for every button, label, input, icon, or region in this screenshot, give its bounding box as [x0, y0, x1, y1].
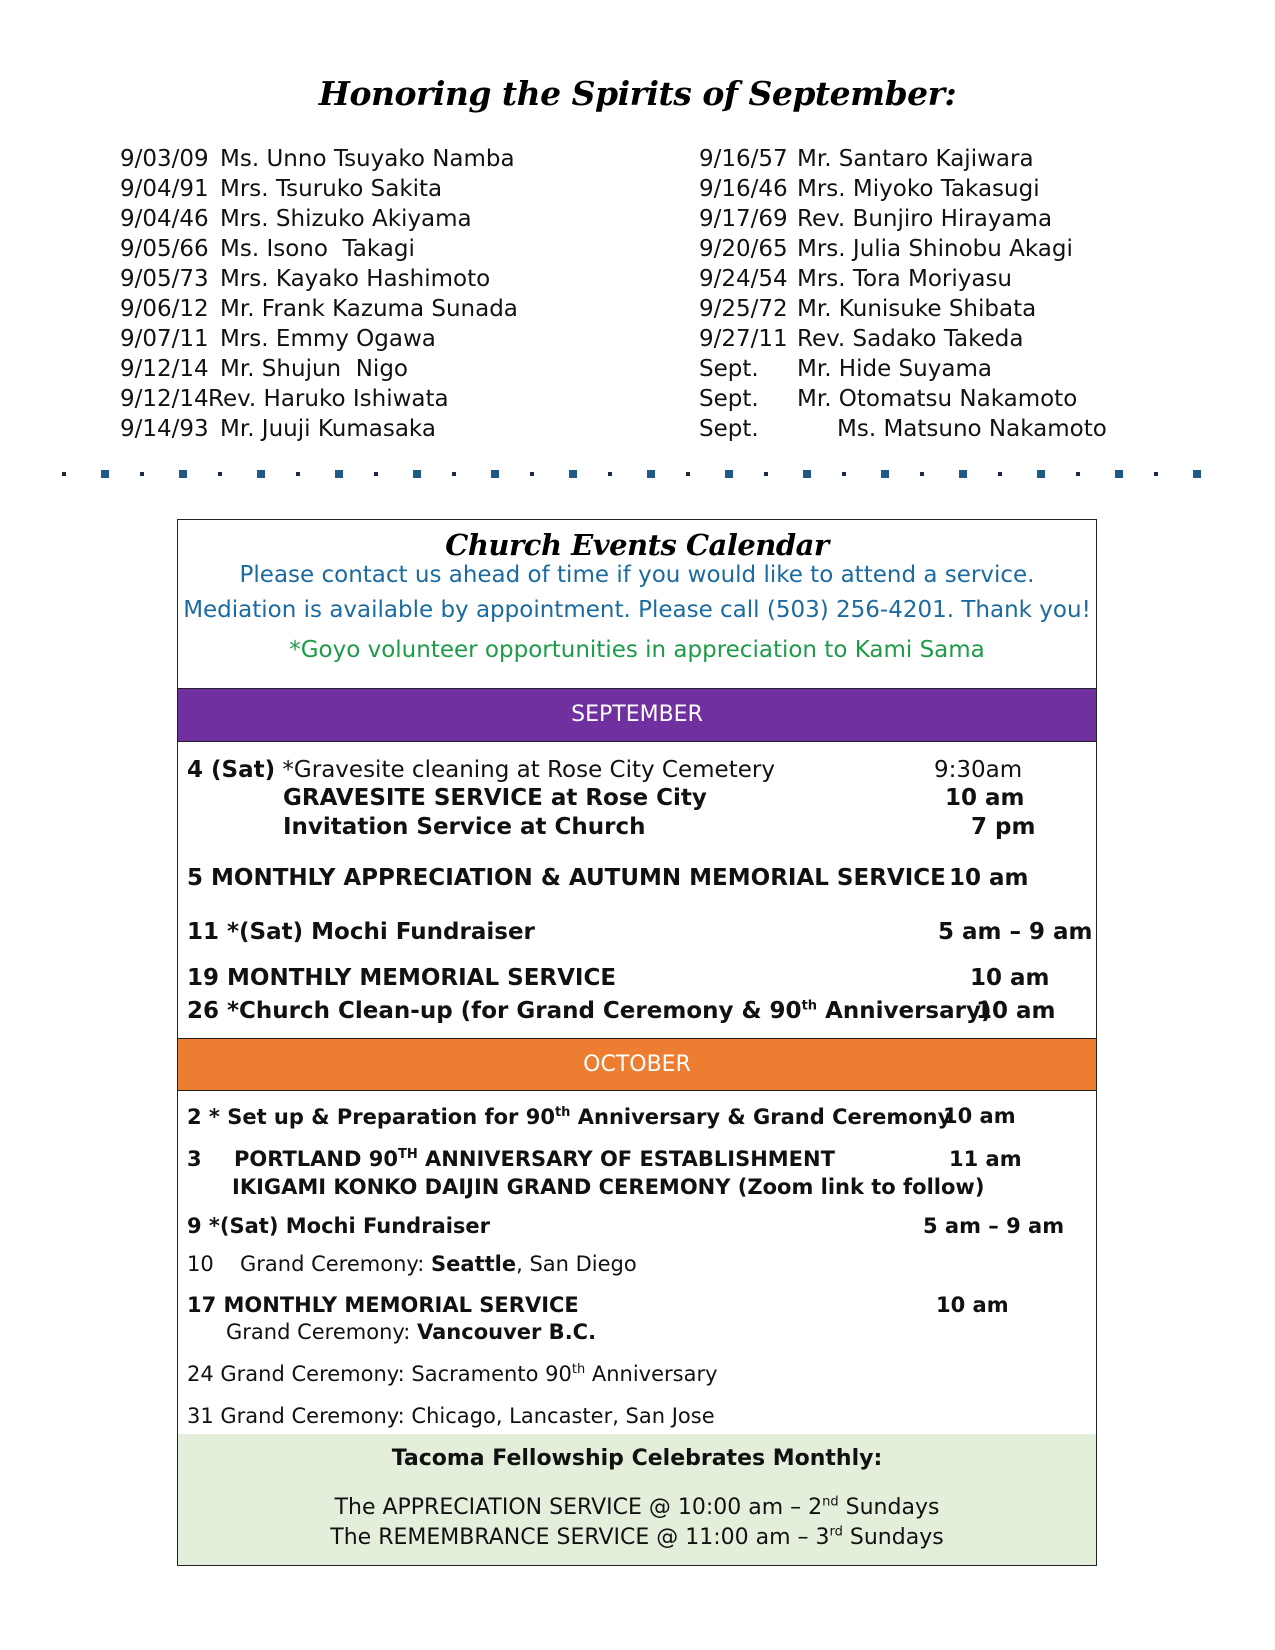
memorial-name: Mr. Frank Kazuma Sunada	[220, 296, 518, 322]
memorial-entry	[699, 174, 1107, 204]
sept-event-mochi-fundraiser: 11 *(Sat) Mochi Fundraiser	[187, 919, 535, 945]
memorial-name: Mrs. Miyoko Takasugi	[797, 176, 1040, 202]
memorial-entry	[120, 204, 518, 234]
event-text: Grand Ceremony:	[226, 1320, 418, 1344]
memorial-name: Rev. Haruko Ishiwata	[208, 386, 449, 412]
oct-event-time: 5 am – 9 am	[923, 1214, 1065, 1238]
memorial-date: 9/05/73	[120, 266, 209, 292]
memorial-date: Sept.	[699, 416, 759, 442]
oct-event-number: 10	[187, 1252, 214, 1276]
sept-event-church-cleanup	[187, 998, 992, 1024]
memorial-entry	[699, 294, 1107, 324]
event-text: Seattle	[431, 1252, 517, 1276]
sept-event-monthly-memorial: 19 MONTHLY MEMORIAL SERVICE	[187, 965, 617, 991]
memorial-entry	[120, 384, 518, 414]
divider-dot	[530, 472, 534, 476]
sept-event-time: 10 am	[945, 785, 1025, 811]
oct-event-grand-ceremony-sacramento	[187, 1362, 718, 1386]
divider-dot	[101, 470, 109, 478]
dotted-divider	[62, 468, 1192, 478]
memorial-date: 9/25/72	[699, 296, 788, 322]
divider-dot	[1154, 472, 1158, 476]
memorial-date: 9/06/12	[120, 296, 209, 322]
sept-event-gravesite-service: GRAVESITE SERVICE at Rose City	[283, 785, 707, 811]
tacoma-heading: Tacoma Fellowship Celebrates Monthly:	[391, 1446, 883, 1471]
sept-event-date: 4 (Sat)	[187, 757, 276, 783]
sept-event-time: 7 pm	[971, 814, 1036, 840]
event-text: Grand Ceremony:	[240, 1252, 432, 1276]
divider-dot	[998, 472, 1002, 476]
oct-event-portland-anniversary	[234, 1147, 835, 1171]
honoring-list-left	[120, 144, 518, 444]
divider-dot	[413, 470, 421, 478]
september-header: SEPTEMBER	[178, 688, 1096, 742]
memorial-name: Ms. Unno Tsuyako Namba	[220, 146, 515, 172]
memorial-date: 9/04/46	[120, 206, 209, 232]
oct-event-grand-ceremony-vancouver	[226, 1320, 596, 1344]
ordinal-suffix: TH	[397, 1147, 418, 1162]
memorial-date: 9/14/93	[120, 416, 209, 442]
memorial-name: Mr. Kunisuke Shibata	[797, 296, 1037, 322]
oct-event-number: 3	[187, 1147, 202, 1171]
divider-dot	[257, 470, 265, 478]
divider-dot	[1076, 472, 1080, 476]
memorial-entry	[699, 234, 1107, 264]
divider-dot	[179, 470, 187, 478]
memorial-name: Ms. Isono Takagi	[220, 236, 415, 262]
contact-note: Please contact us ahead of time if you would like to attend a service.	[239, 562, 1035, 588]
sept-event-text: *Gravesite cleaning at Rose City Cemetery	[275, 757, 775, 783]
divider-dot	[764, 472, 768, 476]
mediation-note: Mediation is available by appointment. Please call (503) 256-4201. Thank you!	[183, 597, 1091, 623]
oct-event-time: 10 am	[936, 1293, 1009, 1317]
memorial-name: Mrs. Tora Moriyasu	[797, 266, 1013, 292]
ordinal-suffix: th	[571, 1362, 586, 1377]
oct-event-time: 10 am	[943, 1104, 1016, 1128]
sept-event-invitation-service: Invitation Service at Church	[283, 814, 646, 840]
memorial-entry	[120, 144, 518, 174]
memorial-entry	[120, 264, 518, 294]
event-text: ANNIVERSARY OF ESTABLISHMENT	[417, 1147, 835, 1171]
ordinal-suffix: th	[801, 998, 818, 1014]
calendar-title: Church Events Calendar	[445, 528, 829, 562]
divider-dot	[920, 472, 924, 476]
memorial-date: 9/16/46	[699, 176, 788, 202]
divider-dot	[491, 470, 499, 478]
event-text: Vancouver B.C.	[417, 1320, 597, 1344]
memorial-entry	[699, 144, 1107, 174]
divider-dot	[296, 472, 300, 476]
memorial-name: Mr. Santaro Kajiwara	[797, 146, 1034, 172]
memorial-date: 9/17/69	[699, 206, 788, 232]
memorial-date: 9/20/65	[699, 236, 788, 262]
memorial-entry	[120, 354, 518, 384]
sept-event-appreciation-memorial: 5 MONTHLY APPRECIATION & AUTUMN MEMORIAL SERVICE	[187, 865, 946, 891]
oct-event-monthly-memorial: 17 MONTHLY MEMORIAL SERVICE	[187, 1293, 579, 1317]
memorial-entry	[699, 414, 1107, 444]
event-text: Anniversary	[585, 1362, 718, 1386]
memorial-date: Sept.	[699, 386, 759, 412]
memorial-name: Mrs. Kayako Hashimoto	[220, 266, 491, 292]
sept-event-time: 10 am	[976, 998, 1056, 1024]
memorial-date: 9/04/91	[120, 176, 209, 202]
divider-dot	[647, 470, 655, 478]
memorial-entry	[120, 174, 518, 204]
tacoma-fellowship-section	[178, 1434, 1096, 1565]
memorial-date: 9/24/54	[699, 266, 788, 292]
memorial-name: Rev. Sadako Takeda	[797, 326, 1024, 352]
divider-dot	[725, 470, 733, 478]
sept-event-gravesite-cleaning	[187, 757, 775, 783]
tacoma-text: Sundays	[842, 1525, 944, 1550]
memorial-name: Mrs. Shizuko Akiyama	[220, 206, 472, 232]
memorial-date: 9/07/11	[120, 326, 209, 352]
tacoma-remembrance-line	[178, 1525, 1096, 1550]
ordinal-suffix: th	[554, 1105, 571, 1120]
memorial-name: Mrs. Julia Shinobu Akagi	[797, 236, 1073, 262]
sept-event-time: 5 am – 9 am	[938, 919, 1093, 945]
memorial-name: Mr. Hide Suyama	[797, 356, 992, 382]
sept-event-time: 9:30am	[934, 757, 1023, 783]
memorial-name: Mr. Shujun Nigo	[220, 356, 408, 382]
honoring-list-right	[699, 144, 1107, 444]
memorial-name: Mrs. Tsuruko Sakita	[220, 176, 443, 202]
event-text: PORTLAND 90	[234, 1147, 398, 1171]
divider-dot	[842, 472, 846, 476]
memorial-name: Mr. Otomatsu Nakamoto	[797, 386, 1078, 412]
memorial-entry	[699, 384, 1107, 414]
memorial-date: 9/12/14	[120, 356, 209, 382]
divider-dot	[803, 470, 811, 478]
divider-dot	[569, 470, 577, 478]
event-text: , San Diego	[516, 1252, 637, 1276]
event-text: Anniversary)	[817, 998, 992, 1024]
goyo-note: *Goyo volunteer opportunities in appreciation to Kami Sama	[289, 637, 985, 663]
sept-event-time: 10 am	[949, 865, 1029, 891]
oct-event-mochi-fundraiser: 9 *(Sat) Mochi Fundraiser	[187, 1214, 491, 1238]
memorial-entry	[699, 324, 1107, 354]
tacoma-text: The APPRECIATION SERVICE @ 10:00 am – 2	[334, 1495, 823, 1520]
event-text: 24 Grand Ceremony: Sacramento 90	[187, 1362, 572, 1386]
divider-dot	[686, 472, 690, 476]
divider-dot	[218, 472, 222, 476]
divider-dot	[1115, 470, 1123, 478]
event-text: 26 *Church Clean-up (for Grand Ceremony & 90	[187, 998, 802, 1024]
ordinal-suffix: rd	[829, 1524, 843, 1540]
divider-dot	[335, 470, 343, 478]
memorial-date: 9/05/66	[120, 236, 209, 262]
honoring-title: Honoring the Spirits of September:	[318, 74, 957, 113]
tacoma-text: The REMEMBRANCE SERVICE @ 11:00 am – 3	[330, 1525, 830, 1550]
tacoma-appreciation-line	[178, 1495, 1096, 1520]
memorial-name: Ms. Matsuno Nakamoto	[837, 416, 1107, 442]
divider-dot	[452, 472, 456, 476]
oct-event-ikigami-ceremony: IKIGAMI KONKO DAIJIN GRAND CEREMONY (Zoom link to follow)	[232, 1175, 985, 1199]
memorial-entry	[120, 294, 518, 324]
sept-event-time: 10 am	[970, 965, 1050, 991]
memorial-entry	[699, 354, 1107, 384]
church-events-calendar	[177, 519, 1097, 1566]
memorial-name: Mrs. Emmy Ogawa	[220, 326, 436, 352]
memorial-name: Rev. Bunjiro Hirayama	[797, 206, 1053, 232]
memorial-name: Mr. Juuji Kumasaka	[220, 416, 436, 442]
divider-dot	[374, 472, 378, 476]
memorial-date: 9/03/09	[120, 146, 209, 172]
oct-event-grand-ceremony-chicago: 31 Grand Ceremony: Chicago, Lancaster, San Jose	[187, 1404, 715, 1428]
memorial-entry	[699, 264, 1107, 294]
ordinal-suffix: nd	[822, 1494, 839, 1510]
divider-dot	[62, 472, 66, 476]
october-header: OCTOBER	[178, 1038, 1096, 1091]
memorial-date: 9/27/11	[699, 326, 788, 352]
event-text: Anniversary & Grand Ceremony	[570, 1105, 952, 1129]
tacoma-text: Sundays	[838, 1495, 940, 1520]
divider-dot	[959, 470, 967, 478]
memorial-entry	[120, 414, 518, 444]
memorial-entry	[120, 324, 518, 354]
divider-dot	[1037, 470, 1045, 478]
divider-dot	[140, 472, 144, 476]
memorial-entry	[699, 204, 1107, 234]
divider-dot	[881, 470, 889, 478]
memorial-date: 9/16/57	[699, 146, 788, 172]
memorial-entry	[120, 234, 518, 264]
memorial-date: Sept.	[699, 356, 759, 382]
divider-dot	[1193, 470, 1201, 478]
oct-event-setup-preparation	[187, 1105, 951, 1129]
oct-event-time: 11 am	[949, 1147, 1022, 1171]
oct-event-grand-ceremony-seattle	[240, 1252, 637, 1276]
divider-dot	[608, 472, 612, 476]
event-text: 2 * Set up & Preparation for 90	[187, 1105, 555, 1129]
memorial-date: 9/12/14	[120, 386, 209, 412]
